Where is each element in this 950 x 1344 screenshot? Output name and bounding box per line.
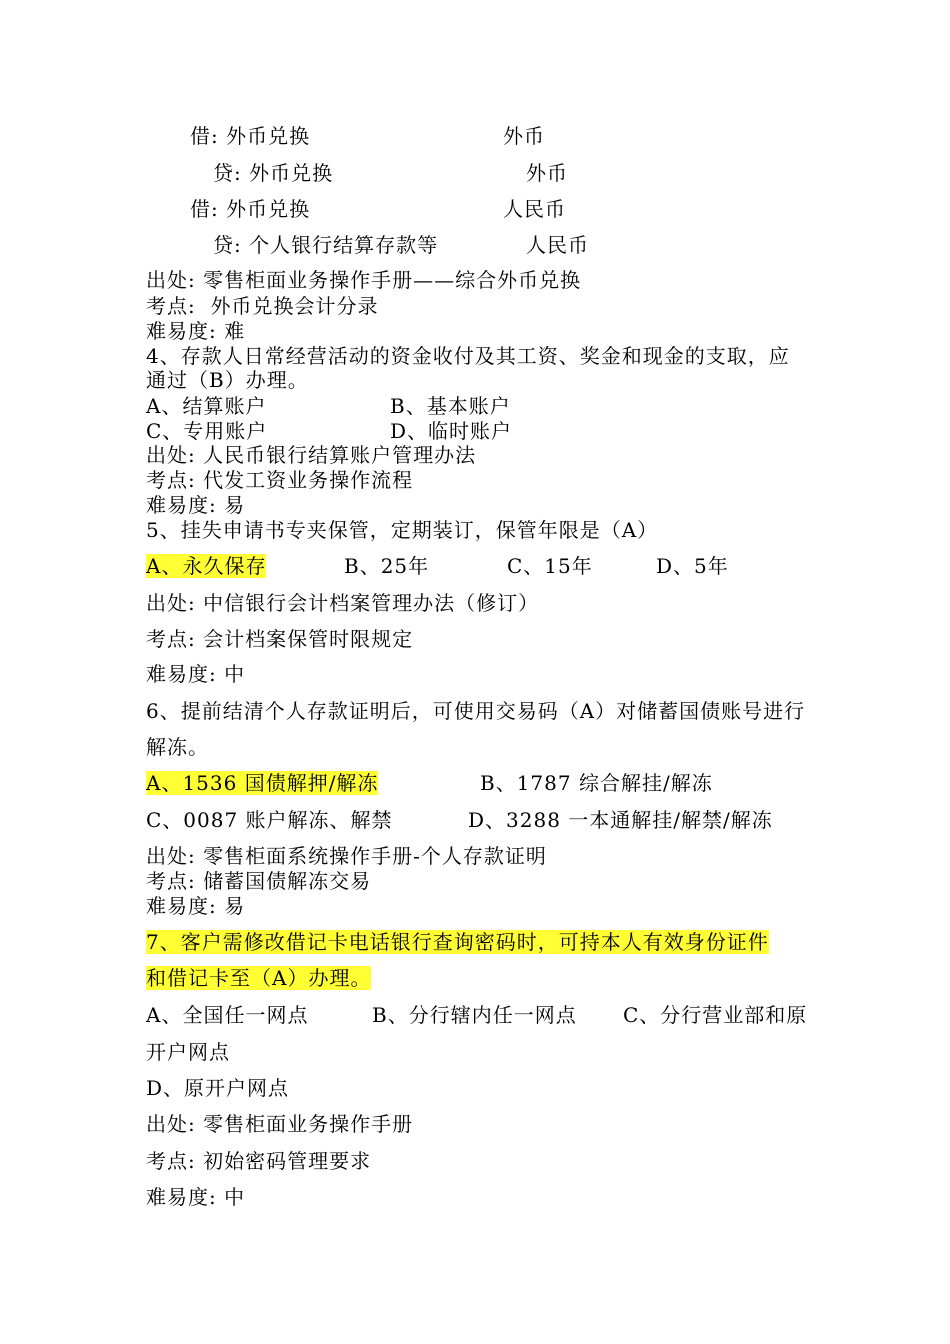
q7-question-cont: 和借记卡至（A）办理。 xyxy=(146,966,372,990)
q7-source: 出处: 零售柜面业务操作手册 xyxy=(146,1112,414,1136)
q5-difficulty: 难易度: 中 xyxy=(146,662,246,686)
q7-option-a: A、全国任一网点 xyxy=(146,1003,309,1027)
q7-difficulty: 难易度: 中 xyxy=(146,1185,246,1209)
entry-credit-label: 贷: 个人银行结算存款等 xyxy=(213,233,439,257)
q7-option-b: B、分行辖内任一网点 xyxy=(372,1003,577,1027)
q5-option-b: B、25年 xyxy=(344,554,430,578)
q4-point: 考点: 代发工资业务操作流程 xyxy=(146,468,414,492)
q3-point: 考点: 外币兑换会计分录 xyxy=(146,294,379,318)
q4-source: 出处: 人民币银行结算账户管理办法 xyxy=(146,443,477,467)
q7-option-c-cont: 开户网点 xyxy=(146,1040,230,1064)
q6-source: 出处: 零售柜面系统操作手册-个人存款证明 xyxy=(146,844,547,868)
q6-option-a: A、1536 国债解押/解冻 xyxy=(146,771,379,795)
q5-source: 出处: 中信银行会计档案管理办法（修订） xyxy=(146,591,540,615)
q6-question-cont: 解冻。 xyxy=(146,735,209,759)
q4-option-a: A、结算账户 xyxy=(146,394,267,418)
entry-credit-value: 外币 xyxy=(526,161,568,185)
entry-credit-label: 贷: 外币兑换 xyxy=(213,161,334,185)
q7-question-wrap xyxy=(146,930,769,954)
q6-point: 考点: 储蓄国债解冻交易 xyxy=(146,869,372,893)
q7-option-c: C、分行营业部和原 xyxy=(623,1003,808,1027)
q7-question: 7、客户需修改借记卡电话银行查询密码时，可持本人有效身份证件 xyxy=(146,930,769,954)
q7-option-d: D、原开户网点 xyxy=(146,1076,290,1100)
q6-option-a-wrap xyxy=(146,771,378,795)
q7-point: 考点: 初始密码管理要求 xyxy=(146,1149,372,1173)
q6-question: 6、提前结清个人存款证明后，可使用交易码（A）对储蓄国债账号进行 xyxy=(146,699,806,723)
q4-option-b: B、基本账户 xyxy=(390,394,511,418)
q4-question: 4、存款人日常经营活动的资金收付及其工资、奖金和现金的支取，应 xyxy=(146,344,790,368)
q6-option-c: C、0087 账户解冻、解禁 xyxy=(146,808,393,832)
q5-option-a: A、永久保存 xyxy=(146,554,267,578)
entry-debit-value: 人民币 xyxy=(503,197,566,221)
q4-option-d: D、临时账户 xyxy=(390,419,513,443)
q4-difficulty: 难易度: 易 xyxy=(146,493,246,517)
entry-credit-value: 人民币 xyxy=(526,233,589,257)
q7-question-cont-wrap xyxy=(146,966,371,990)
entry-debit-value: 外币 xyxy=(503,124,545,148)
q6-option-b: B、1787 综合解挂/解冻 xyxy=(480,771,713,795)
q4-option-c: C、专用账户 xyxy=(146,419,268,443)
q5-point: 考点: 会计档案保管时限规定 xyxy=(146,627,414,651)
q6-difficulty: 难易度: 易 xyxy=(146,894,246,918)
q3-difficulty: 难易度: 难 xyxy=(146,319,246,343)
q3-source: 出处: 零售柜面业务操作手册——综合外币兑换 xyxy=(146,268,582,292)
q5-option-c: C、15年 xyxy=(507,554,593,578)
entry-debit-label: 借: 外币兑换 xyxy=(190,197,311,221)
q6-option-d: D、3288 一本通解挂/解禁/解冻 xyxy=(468,808,773,832)
q5-option-a-wrap xyxy=(146,554,266,578)
q5-option-d: D、5年 xyxy=(656,554,729,578)
entry-debit-label: 借: 外币兑换 xyxy=(190,124,311,148)
q4-question-cont: 通过（B）办理。 xyxy=(146,368,309,392)
q5-question: 5、挂失申请书专夹保管，定期装订，保管年限是（A） xyxy=(146,518,659,542)
